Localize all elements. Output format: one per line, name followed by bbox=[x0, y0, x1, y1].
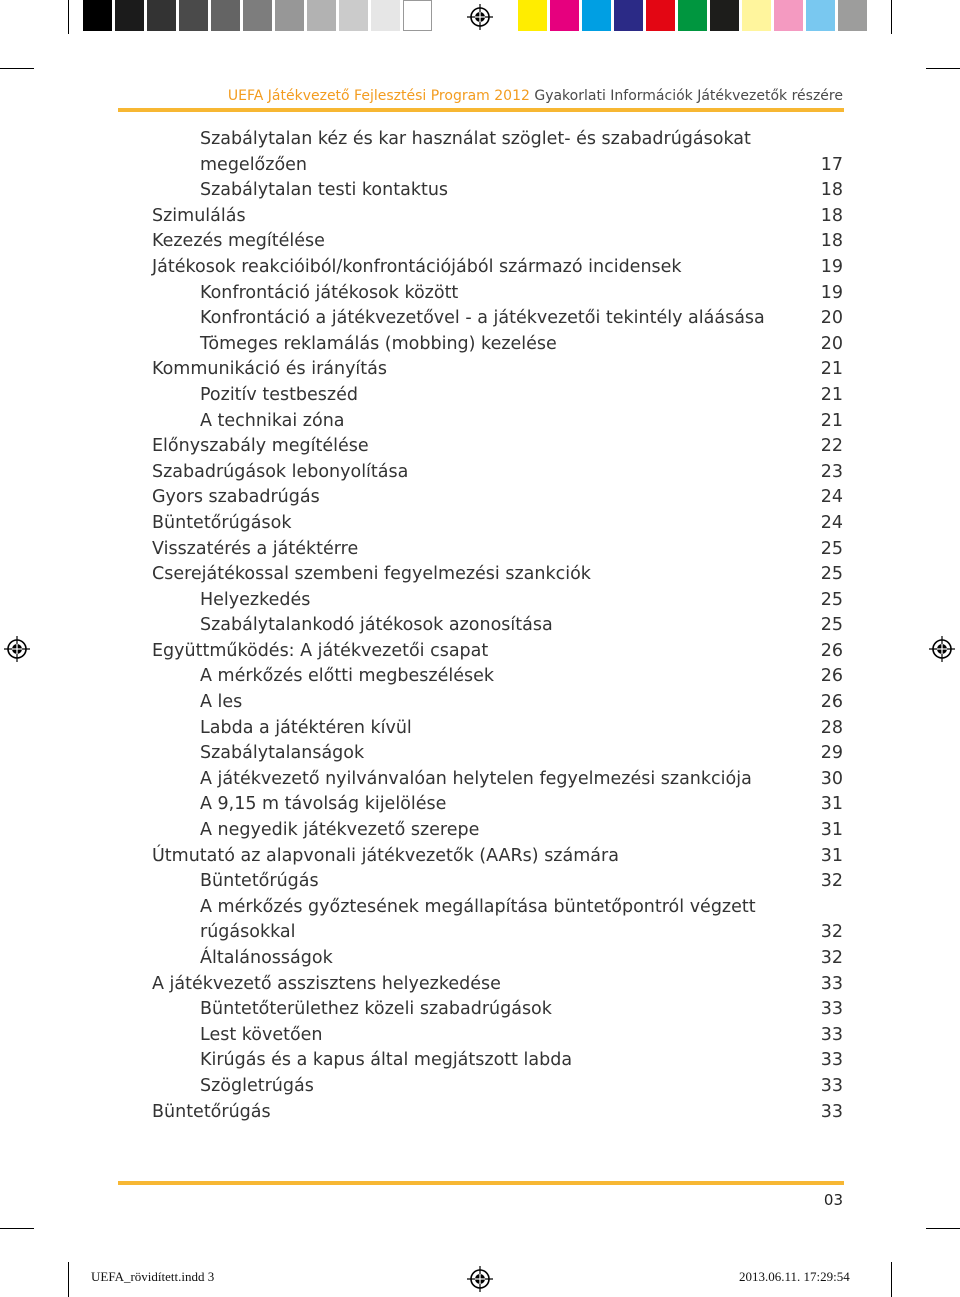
table-of-contents bbox=[0, 127, 960, 1125]
toc-entry bbox=[0, 690, 960, 716]
running-header bbox=[228, 88, 843, 104]
toc-entry bbox=[0, 281, 960, 307]
toc-entry-title: A negyedik játékvezető szerepe bbox=[200, 820, 480, 841]
toc-entry-page: 26 bbox=[820, 666, 843, 687]
toc-entry-page: 21 bbox=[820, 384, 843, 405]
toc-entry bbox=[0, 153, 960, 179]
toc-entry bbox=[0, 255, 960, 281]
toc-entry-page: 23 bbox=[820, 461, 843, 482]
registration-mark-icon bbox=[467, 4, 493, 30]
toc-entry-title: Konfrontáció játékosok között bbox=[200, 282, 459, 303]
color-swatch bbox=[742, 0, 771, 31]
toc-entry-page: 32 bbox=[820, 922, 843, 943]
toc-entry-title: A játékvezető nyilvánvalóan helytelen fegyelmezési szankciója bbox=[200, 768, 752, 789]
toc-entry-title: Visszatérés a játéktérre bbox=[152, 538, 359, 559]
toc-entry-page: 24 bbox=[820, 512, 843, 533]
toc-entry-title: Konfrontáció a játékvezetővel - a játékvezetői tekintély aláásása bbox=[200, 308, 765, 329]
toc-entry bbox=[0, 639, 960, 665]
toc-entry bbox=[0, 844, 960, 870]
toc-entry bbox=[0, 204, 960, 230]
toc-entry-page: 33 bbox=[820, 1101, 843, 1122]
toc-entry bbox=[0, 716, 960, 742]
color-swatch bbox=[582, 0, 611, 31]
toc-entry-title: Büntetőrúgások bbox=[152, 512, 292, 533]
toc-entry-page: 19 bbox=[820, 282, 843, 303]
toc-entry bbox=[0, 588, 960, 614]
color-swatch bbox=[646, 0, 675, 31]
toc-entry-title: Büntetőrúgás bbox=[200, 871, 319, 892]
toc-entry-title: Büntetőterülethez közeli szabadrúgások bbox=[200, 999, 552, 1020]
toc-entry bbox=[0, 767, 960, 793]
toc-entry-page: 26 bbox=[820, 640, 843, 661]
toc-entry bbox=[0, 818, 960, 844]
toc-entry bbox=[0, 869, 960, 895]
slug-timestamp: 2013.06.11. 17:29:54 bbox=[739, 1269, 850, 1284]
toc-entry-page: 32 bbox=[820, 948, 843, 968]
toc-entry-title: Előnyszabály megítélése bbox=[152, 436, 369, 457]
toc-entry-page: 31 bbox=[820, 845, 843, 866]
toc-entry bbox=[0, 332, 960, 358]
toc-entry-title: megelőzően bbox=[200, 154, 308, 175]
color-swatch bbox=[806, 0, 835, 31]
toc-entry bbox=[0, 946, 960, 972]
color-swatch bbox=[518, 0, 547, 31]
header-section-title: Gyakorlati Információk Játékvezetők részére bbox=[534, 88, 843, 104]
toc-entry-page: 32 bbox=[820, 871, 843, 892]
toc-entry-page: 26 bbox=[820, 692, 843, 713]
toc-entry-title: Együttműködés: A játékvezetői csapat bbox=[152, 640, 489, 661]
toc-entry bbox=[0, 741, 960, 767]
color-calibration-strip bbox=[518, 0, 870, 34]
toc-entry-title: Cserejátékossal szembeni fegyelmezési szankciók bbox=[152, 564, 591, 585]
registration-mark-icon bbox=[467, 1266, 493, 1292]
gray-swatch bbox=[371, 0, 400, 31]
toc-entry bbox=[0, 383, 960, 409]
toc-entry bbox=[0, 229, 960, 255]
color-swatch bbox=[614, 0, 643, 31]
toc-entry-page: 25 bbox=[820, 564, 843, 585]
toc-entry-title: Büntetőrúgás bbox=[152, 1101, 271, 1122]
toc-entry-page: 33 bbox=[820, 973, 843, 994]
toc-entry-title: Gyors szabadrúgás bbox=[152, 487, 320, 508]
toc-entry bbox=[0, 178, 960, 204]
toc-entry bbox=[0, 1100, 960, 1126]
toc-entry bbox=[0, 972, 960, 998]
toc-entry-page: 20 bbox=[820, 308, 843, 329]
toc-entry-page: 21 bbox=[820, 359, 843, 380]
toc-entry-title: Szabálytalan kéz és kar használat szöglet- és szabadrúgásokat bbox=[200, 129, 751, 149]
crop-mark bbox=[68, 0, 69, 34]
toc-entry-title: Játékosok reakcióiból/konfrontációjából származó incidensek bbox=[152, 256, 682, 277]
toc-entry bbox=[0, 664, 960, 690]
toc-entry-title: Tömeges reklamálás (mobbing) kezelése bbox=[200, 333, 557, 354]
toc-entry-page: 17 bbox=[820, 154, 843, 175]
toc-entry-page: 28 bbox=[820, 717, 843, 738]
header-program-title: UEFA Játékvezető Fejlesztési Program 2012 bbox=[227, 88, 530, 104]
toc-entry-page: 29 bbox=[820, 743, 843, 764]
gray-swatch bbox=[83, 0, 112, 31]
toc-entry-title: Helyezkedés bbox=[200, 589, 311, 610]
toc-entry-title: A les bbox=[200, 692, 243, 713]
toc-entry-page: 25 bbox=[820, 615, 843, 636]
toc-entry-page: 33 bbox=[820, 1075, 843, 1096]
crop-mark bbox=[891, 1262, 892, 1297]
color-swatch bbox=[838, 0, 867, 31]
toc-entry-title: Kommunikáció és irányítás bbox=[152, 359, 387, 380]
header-rule bbox=[118, 108, 844, 112]
toc-entry-page: 20 bbox=[820, 333, 843, 354]
toc-entry-title: Kirúgás és a kapus által megjátszott labda bbox=[200, 1050, 573, 1071]
toc-entry-title: Labda a játéktéren kívül bbox=[200, 717, 412, 738]
toc-entry-title: Kezezés megítélése bbox=[152, 231, 325, 252]
toc-entry bbox=[0, 613, 960, 639]
toc-entry-title: Lest követően bbox=[200, 1024, 323, 1045]
toc-entry-title: Szögletrúgás bbox=[200, 1075, 314, 1096]
toc-entry-title: Szabadrúgások lebonyolítása bbox=[152, 461, 409, 482]
toc-entry bbox=[0, 920, 960, 946]
toc-entry-title: Szabálytalan testi kontaktus bbox=[200, 180, 449, 201]
toc-entry-title: A technikai zóna bbox=[200, 410, 345, 431]
toc-entry bbox=[0, 460, 960, 486]
toc-entry-title: Általánosságok bbox=[200, 948, 333, 968]
toc-entry-page: 22 bbox=[820, 436, 843, 457]
toc-entry-page: 24 bbox=[820, 487, 843, 508]
toc-entry-page: 18 bbox=[820, 180, 843, 201]
toc-entry-page: 25 bbox=[820, 538, 843, 559]
gray-swatch bbox=[179, 0, 208, 31]
toc-entry-page: 18 bbox=[820, 205, 843, 226]
toc-entry bbox=[0, 306, 960, 332]
color-swatch bbox=[710, 0, 739, 31]
color-swatch bbox=[678, 0, 707, 31]
gray-swatch bbox=[147, 0, 176, 31]
toc-entry bbox=[0, 1048, 960, 1074]
toc-entry-title: A játékvezető asszisztens helyezkedése bbox=[152, 973, 501, 994]
toc-entry bbox=[0, 1023, 960, 1049]
toc-entry bbox=[0, 997, 960, 1023]
toc-entry bbox=[0, 792, 960, 818]
toc-entry-title: Szimulálás bbox=[152, 205, 246, 226]
crop-mark bbox=[0, 1228, 34, 1229]
gray-swatch bbox=[307, 0, 336, 31]
toc-entry bbox=[0, 434, 960, 460]
toc-entry-page: 18 bbox=[820, 231, 843, 252]
color-swatch bbox=[774, 0, 803, 31]
crop-mark bbox=[68, 1262, 69, 1297]
crop-mark bbox=[926, 68, 960, 69]
gray-swatch bbox=[275, 0, 304, 31]
toc-entry-page: 19 bbox=[820, 256, 843, 277]
gray-swatch bbox=[403, 0, 432, 31]
toc-entry-title: A mérkőzés győztesének megállapítása büntetőpontról végzett bbox=[200, 896, 756, 917]
toc-entry-page: 31 bbox=[820, 820, 843, 841]
crop-mark bbox=[926, 1228, 960, 1229]
toc-entry bbox=[0, 1074, 960, 1100]
crop-mark bbox=[0, 68, 34, 69]
toc-entry-page: 25 bbox=[820, 589, 843, 610]
toc-entry-title: Szabálytalankodó játékosok azonosítása bbox=[200, 615, 553, 636]
crop-mark bbox=[891, 0, 892, 34]
footer-rule bbox=[118, 1181, 844, 1185]
grayscale-calibration-strip bbox=[83, 0, 435, 34]
gray-swatch bbox=[339, 0, 368, 31]
toc-entry-page: 21 bbox=[820, 410, 843, 431]
toc-entry bbox=[0, 127, 960, 153]
color-swatch bbox=[550, 0, 579, 31]
toc-entry-page: 31 bbox=[820, 794, 843, 815]
toc-entry bbox=[0, 409, 960, 435]
toc-entry-page: 33 bbox=[820, 1024, 843, 1045]
toc-entry bbox=[0, 562, 960, 588]
slug-filename: UEFA_rövidített.indd 3 bbox=[91, 1269, 215, 1284]
toc-entry bbox=[0, 895, 960, 921]
toc-entry bbox=[0, 485, 960, 511]
toc-entry bbox=[0, 511, 960, 537]
toc-entry-page: 30 bbox=[820, 768, 843, 789]
gray-swatch bbox=[211, 0, 240, 31]
toc-entry-page: 33 bbox=[820, 1050, 843, 1071]
toc-entry bbox=[0, 357, 960, 383]
toc-entry-title: Útmutató az alapvonali játékvezetők (AARs) számára bbox=[152, 845, 619, 866]
toc-entry bbox=[0, 537, 960, 563]
toc-entry-page: 33 bbox=[820, 999, 843, 1020]
toc-entry-title: Szabálytalanságok bbox=[200, 743, 365, 764]
gray-swatch bbox=[243, 0, 272, 31]
toc-entry-title: A 9,15 m távolság kijelölése bbox=[200, 794, 447, 815]
gray-swatch bbox=[115, 0, 144, 31]
toc-entry-title: Pozitív testbeszéd bbox=[200, 384, 358, 405]
toc-entry-title: rúgásokkal bbox=[200, 922, 296, 943]
page-number: 03 bbox=[823, 1191, 843, 1209]
toc-entry-title: A mérkőzés előtti megbeszélések bbox=[200, 666, 495, 687]
